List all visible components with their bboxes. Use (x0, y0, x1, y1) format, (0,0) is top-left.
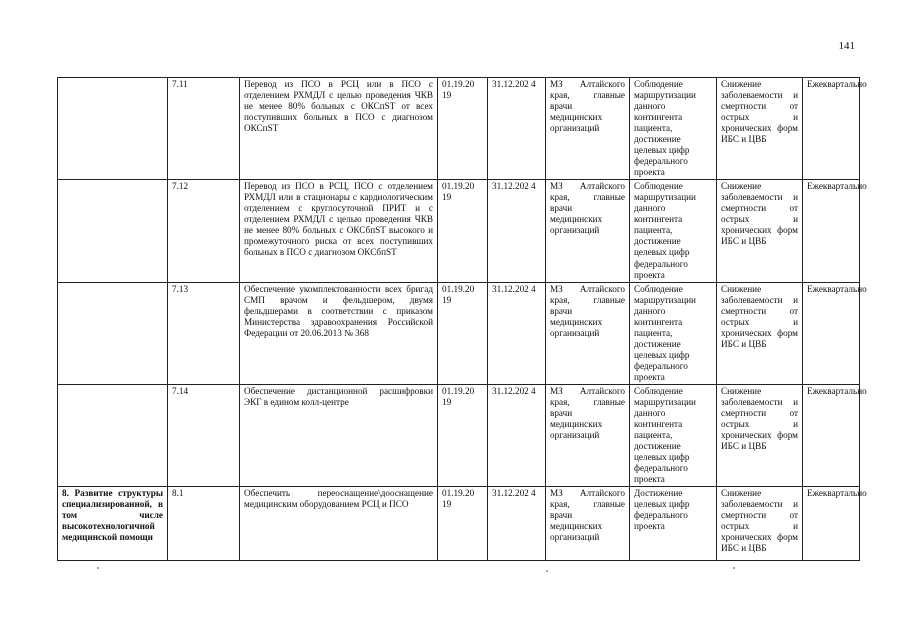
measure-cell: Перевод из ПСО в РСЦ, ПСО с отделением РХМДЛ или в стационары с кардиологическим отделением с круглосуточной ПРИТ и с отделением РХМДЛ с целью проведения ЧКВ не менее 80% больных с ОКСбпST высокого и промежуточного риска от всех поступивших больных в ПСО с диагнозом ОКСбпST (240, 180, 438, 282)
frequency-cell: Ежеквартально (803, 282, 860, 384)
end-date-cell: 31.12.202 4 (488, 282, 546, 384)
section-cell (58, 78, 168, 180)
indicator-cell: Снижение заболеваемости и смертности от острых и хронических форм ИБС и ЦВБ (717, 384, 803, 486)
result-cell: Соблюдение маршрутизации данного контингента пациента, достижение целевых цифр федерального проекта (630, 282, 717, 384)
number-cell: 7.13 (168, 282, 240, 384)
result-cell: Соблюдение маршрутизации данного контингента пациента, достижение целевых цифр федерального проекта (630, 78, 717, 180)
number-cell: 7.14 (168, 384, 240, 486)
measure-cell: Обеспечение дистанционной расшифровки ЭКГ в едином колл-центре (240, 384, 438, 486)
frequency-cell: Ежеквартально (803, 180, 860, 282)
measure-cell: Обеспечить переоснащение\дооснащение медицинским оборудованием РСЦ и ПСО (240, 487, 438, 561)
measures-table (57, 77, 867, 561)
section-cell: 8. Развитие структуры специализированной, в том числе высокотехнологичной медицинской помощи (58, 487, 168, 561)
section-cell (58, 384, 168, 486)
start-date-cell: 01.19.20 19 (438, 180, 488, 282)
table-row (58, 180, 860, 282)
table-row (58, 384, 860, 486)
end-date-cell: 31.12.202 4 (488, 180, 546, 282)
frequency-cell: Ежеквартально (803, 78, 860, 180)
responsible-cell: МЗ Алтайского края, главные врачи медицинских организаций (546, 384, 630, 486)
responsible-cell: МЗ Алтайского края, главные врачи медицинских организаций (546, 282, 630, 384)
section-cell (58, 282, 168, 384)
start-date-cell: 01.19.20 19 (438, 282, 488, 384)
measure-cell: Обеспечение укомплектованности всех бригад СМП врачом и фельдшером, двумя фельдшерами в соответствии с приказом Министерства здравоохранения Российской Федерации от 20.06.2013 № 368 (240, 282, 438, 384)
responsible-cell: МЗ Алтайского края, главные врачи медицинских организаций (546, 487, 630, 561)
responsible-cell: МЗ Алтайского края, главные врачи медицинских организаций (546, 78, 630, 180)
frequency-cell: Ежеквартально (803, 384, 860, 486)
indicator-cell: Снижение заболеваемости и смертности от острых и хронических форм ИБС и ЦВБ (717, 282, 803, 384)
result-cell: Соблюдение маршрутизации данного контингента пациента, достижение целевых цифр федерального проекта (630, 384, 717, 486)
start-date-cell: 01.19.20 19 (438, 78, 488, 180)
frequency-cell: Ежеквартально (803, 487, 860, 561)
table-row (58, 282, 860, 384)
responsible-cell: МЗ Алтайского края, главные врачи медицинских организаций (546, 180, 630, 282)
number-cell: 7.11 (168, 78, 240, 180)
end-date-cell: 31.12.202 4 (488, 384, 546, 486)
table-row (58, 487, 860, 561)
page-number: 141 (838, 40, 855, 52)
indicator-cell: Снижение заболеваемости и смертности от острых и хронических форм ИБС и ЦВБ (717, 180, 803, 282)
number-cell: 7.12 (168, 180, 240, 282)
section-cell (58, 180, 168, 282)
indicator-cell: Снижение заболеваемости и смертности от острых и хронических форм ИБС и ЦВБ (717, 487, 803, 561)
result-cell: Соблюдение маршрутизации данного контингента пациента, достижение целевых цифр федерального проекта (630, 180, 717, 282)
measure-cell: Перевод из ПСО в РСЦ или в ПСО с отделением РХМДЛ с целью проведения ЧКВ не менее 80% больных с ОКСпST от всех поступивших больных в ПСО с диагнозом ОКСпST (240, 78, 438, 180)
end-date-cell: 31.12.202 4 (488, 487, 546, 561)
scan-speck (97, 567, 99, 569)
result-cell: Достижение целевых цифр федерального проекта (630, 487, 717, 561)
scan-speck (733, 567, 735, 569)
number-cell: 8.1 (168, 487, 240, 561)
end-date-cell: 31.12.202 4 (488, 78, 546, 180)
start-date-cell: 01.19.20 19 (438, 384, 488, 486)
table-row (58, 78, 860, 180)
start-date-cell: 01.19.20 19 (438, 487, 488, 561)
indicator-cell: Снижение заболеваемости и смертности от острых и хронических форм ИБС и ЦВБ (717, 78, 803, 180)
scan-speck (546, 570, 548, 572)
